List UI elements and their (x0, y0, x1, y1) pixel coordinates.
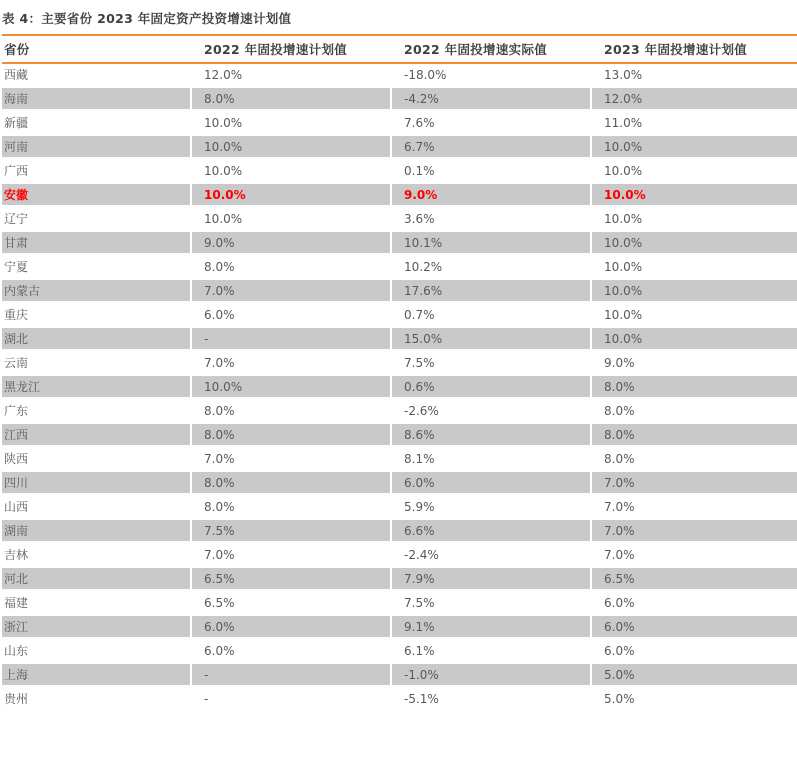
plan-2023-cell: 6.0% (592, 616, 797, 640)
actual-2022-cell: 8.1% (392, 448, 592, 472)
province-cell: 山东 (2, 640, 192, 664)
column-header-actual-2022: 2022 年固投增速实际值 (392, 34, 592, 64)
actual-2022-cell: 17.6% (392, 280, 592, 304)
table-row (2, 640, 797, 664)
actual-2022-cell: 7.9% (392, 568, 592, 592)
actual-2022-cell: 6.0% (392, 472, 592, 496)
actual-2022-cell: 10.1% (392, 232, 592, 256)
plan-2023-cell: 10.0% (592, 232, 797, 256)
table-title: 表 4：主要省份 2023 年固定资产投资增速计划值 (2, 11, 292, 26)
table-row (2, 592, 797, 616)
plan-2022-cell: - (192, 664, 392, 688)
plan-2023-cell: 10.0% (592, 280, 797, 304)
plan-2022-cell: 10.0% (192, 184, 392, 208)
plan-2022-cell: 10.0% (192, 136, 392, 160)
actual-2022-cell: 0.7% (392, 304, 592, 328)
province-cell: 宁夏 (2, 256, 192, 280)
province-cell: 安徽 (2, 184, 192, 208)
plan-2023-cell: 11.0% (592, 112, 797, 136)
province-cell: 江西 (2, 424, 192, 448)
table-row (2, 616, 797, 640)
table-row (2, 376, 797, 400)
plan-2022-cell: 10.0% (192, 160, 392, 184)
table-row (2, 496, 797, 520)
province-cell: 福建 (2, 592, 192, 616)
column-header-plan-2022: 2022 年固投增速计划值 (192, 34, 392, 64)
plan-2023-cell: 13.0% (592, 64, 797, 88)
table-row (2, 688, 797, 712)
plan-2023-cell: 10.0% (592, 304, 797, 328)
plan-2022-cell: - (192, 328, 392, 352)
province-cell: 西藏 (2, 64, 192, 88)
plan-2023-cell: 6.5% (592, 568, 797, 592)
actual-2022-cell: 10.2% (392, 256, 592, 280)
actual-2022-cell: 3.6% (392, 208, 592, 232)
actual-2022-cell: 6.7% (392, 136, 592, 160)
province-cell: 四川 (2, 472, 192, 496)
plan-2022-cell: 10.0% (192, 376, 392, 400)
actual-2022-cell: 7.5% (392, 592, 592, 616)
province-cell: 贵州 (2, 688, 192, 712)
plan-2023-cell: 7.0% (592, 520, 797, 544)
table-row (2, 400, 797, 424)
plan-2022-cell: 7.0% (192, 280, 392, 304)
province-cell: 辽宁 (2, 208, 192, 232)
plan-2022-cell: 8.0% (192, 400, 392, 424)
table-row (2, 352, 797, 376)
plan-2023-cell: 7.0% (592, 544, 797, 568)
table-header (2, 34, 797, 64)
plan-2023-cell: 10.0% (592, 160, 797, 184)
plan-2023-cell: 8.0% (592, 448, 797, 472)
actual-2022-cell: -18.0% (392, 64, 592, 88)
province-cell: 云南 (2, 352, 192, 376)
plan-2022-cell: 8.0% (192, 472, 392, 496)
province-cell: 湖南 (2, 520, 192, 544)
plan-2023-cell: 5.0% (592, 664, 797, 688)
table-row (2, 664, 797, 688)
column-header-plan-2023: 2023 年固投增速计划值 (592, 34, 797, 64)
table-row (2, 64, 797, 88)
plan-2023-cell: 9.0% (592, 352, 797, 376)
plan-2023-cell: 10.0% (592, 208, 797, 232)
actual-2022-cell: 15.0% (392, 328, 592, 352)
actual-2022-cell: 7.6% (392, 112, 592, 136)
plan-2023-cell: 8.0% (592, 424, 797, 448)
province-cell: 河北 (2, 568, 192, 592)
plan-2022-cell: 8.0% (192, 496, 392, 520)
plan-2022-cell: 6.5% (192, 568, 392, 592)
plan-2022-cell: 6.5% (192, 592, 392, 616)
header-row (2, 34, 797, 64)
plan-2023-cell: 6.0% (592, 640, 797, 664)
plan-2023-cell: 8.0% (592, 376, 797, 400)
actual-2022-cell: 6.1% (392, 640, 592, 664)
table-row (2, 328, 797, 352)
table-row (2, 544, 797, 568)
plan-2022-cell: 8.0% (192, 424, 392, 448)
plan-2023-cell: 7.0% (592, 472, 797, 496)
plan-2023-cell: 10.0% (592, 256, 797, 280)
plan-2023-cell: 8.0% (592, 400, 797, 424)
actual-2022-cell: 0.6% (392, 376, 592, 400)
table-row (2, 160, 797, 184)
table-row (2, 232, 797, 256)
province-cell: 海南 (2, 88, 192, 112)
province-cell: 甘肃 (2, 232, 192, 256)
column-header-province: 省份 (2, 34, 192, 64)
table-row (2, 472, 797, 496)
actual-2022-cell: -1.0% (392, 664, 592, 688)
actual-2022-cell: 0.1% (392, 160, 592, 184)
province-cell: 陕西 (2, 448, 192, 472)
actual-2022-cell: -2.6% (392, 400, 592, 424)
actual-2022-cell: 7.5% (392, 352, 592, 376)
table-row (2, 280, 797, 304)
actual-2022-cell: -5.1% (392, 688, 592, 712)
table-row (2, 256, 797, 280)
province-cell: 重庆 (2, 304, 192, 328)
table-row (2, 208, 797, 232)
province-cell: 山西 (2, 496, 192, 520)
plan-2022-cell: 12.0% (192, 64, 392, 88)
province-cell: 黑龙江 (2, 376, 192, 400)
plan-2022-cell: 10.0% (192, 112, 392, 136)
province-cell: 广西 (2, 160, 192, 184)
actual-2022-cell: 9.0% (392, 184, 592, 208)
plan-2022-cell: 8.0% (192, 88, 392, 112)
table-row (2, 568, 797, 592)
plan-2022-cell: 7.0% (192, 352, 392, 376)
plan-2022-cell: 8.0% (192, 256, 392, 280)
plan-2022-cell: 6.0% (192, 640, 392, 664)
province-cell: 吉林 (2, 544, 192, 568)
table-row (2, 184, 797, 208)
province-cell: 新疆 (2, 112, 192, 136)
province-cell: 湖北 (2, 328, 192, 352)
actual-2022-cell: 5.9% (392, 496, 592, 520)
province-cell: 上海 (2, 664, 192, 688)
plan-2022-cell: 7.0% (192, 448, 392, 472)
actual-2022-cell: -4.2% (392, 88, 592, 112)
province-cell: 内蒙古 (2, 280, 192, 304)
table-row (2, 112, 797, 136)
table-row (2, 424, 797, 448)
table-row (2, 520, 797, 544)
table-row (2, 448, 797, 472)
plan-2022-cell: 7.5% (192, 520, 392, 544)
plan-2022-cell: 7.0% (192, 544, 392, 568)
plan-2022-cell: 10.0% (192, 208, 392, 232)
table-body (2, 64, 797, 712)
table-row (2, 88, 797, 112)
actual-2022-cell: -2.4% (392, 544, 592, 568)
province-cell: 广东 (2, 400, 192, 424)
plan-2023-cell: 10.0% (592, 136, 797, 160)
investment-growth-table (2, 34, 797, 712)
actual-2022-cell: 8.6% (392, 424, 592, 448)
actual-2022-cell: 9.1% (392, 616, 592, 640)
plan-2022-cell: 6.0% (192, 616, 392, 640)
plan-2023-cell: 5.0% (592, 688, 797, 712)
province-cell: 河南 (2, 136, 192, 160)
plan-2023-cell: 7.0% (592, 496, 797, 520)
province-cell: 浙江 (2, 616, 192, 640)
plan-2023-cell: 6.0% (592, 592, 797, 616)
plan-2023-cell: 12.0% (592, 88, 797, 112)
plan-2022-cell: 9.0% (192, 232, 392, 256)
table-row (2, 304, 797, 328)
table-row (2, 136, 797, 160)
plan-2022-cell: 6.0% (192, 304, 392, 328)
actual-2022-cell: 6.6% (392, 520, 592, 544)
plan-2023-cell: 10.0% (592, 328, 797, 352)
plan-2022-cell: - (192, 688, 392, 712)
plan-2023-cell: 10.0% (592, 184, 797, 208)
